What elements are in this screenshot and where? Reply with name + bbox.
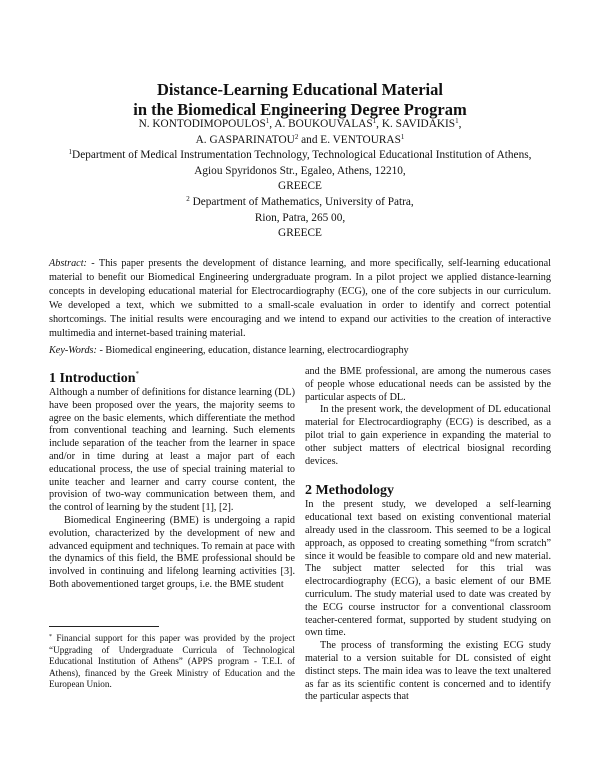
title-line-1: Distance-Learning Educational Material [157, 80, 443, 99]
abstract-text: - This paper presents the development of distance learning, and more specifically, self-learning educational material to benefit our Biomedical Engineering undergraduate program. In a pilot project we applied distance-learning concepts in developing educational material for Electrocardiography (ECG), one of the core subjects in our curriculum. We developed a text, which we submitted to a small-scale evaluation in order to identify and correct potential shortcomings. The initial results were encouraging and we intend to expand our activities to the creation of interactive multimedia and internet-based training material. [49, 258, 551, 339]
author-name: N. KONTODIMOPOULOS [138, 118, 266, 130]
paragraph: Although a number of definitions for distance learning (DL) have been proposed over the years, the majority seems to agree on the basic elements, which differentiate the method from conventional teaching and learning. Such elements include separation of the teacher from the learner in space and/or in time during at least a major part of each educational process, the use of special training material to unite teacher and learner and carry course content, the provision of two-way communication between them, and the control of learning by the student [1], [2]. [49, 387, 295, 514]
paper-title [0, 80, 600, 120]
affiliation-mark: 1 [455, 117, 459, 125]
author-line-2 [0, 133, 600, 149]
title-line-2: in the Biomedical Engineering Degree Program [133, 100, 467, 119]
affiliation-mark: 1 [265, 117, 270, 125]
affiliation-mark: 1 [400, 132, 405, 141]
author-block [0, 117, 600, 242]
affiliation-1 [0, 148, 600, 195]
affiliation-mark: 2 [186, 194, 190, 203]
footnote-text: Financial support for this paper was provided by the project “Upgrading of Undergraduate Curricula of Technological Educational Institution of Athens” (APPS program - T.E.I. of Athens), financed by the Greek Ministry of Education and the European Union. [49, 633, 295, 690]
paragraph: The process of transforming the existing ECG study material to a version suitable for DL consisted of eight distinct steps. The main idea was to leave the text unaltered as far as its scientific content is concerned and to identify the particular aspects that [305, 640, 551, 703]
section-heading-introduction [49, 366, 295, 387]
affiliation-country: GREECE [278, 180, 322, 193]
affiliation-line: Rion, Patra, 265 00, [254, 211, 346, 224]
section-heading-methodology: 2 Methodology [305, 483, 395, 499]
author-name: A. BOUKOUVALAS [274, 118, 373, 130]
paragraph: and the BME professional, are among the numerous cases of people whose educational needs can be assisted by the particular aspects of DL. [305, 366, 551, 403]
affiliation-mark: 1 [68, 148, 73, 157]
affiliation-mark: 1 [372, 117, 377, 125]
footnote [49, 632, 295, 691]
heading-text: 1 Introduction [49, 371, 136, 386]
author-name: K. SAVIDAKIS [381, 118, 456, 130]
affiliation-line: Department of Mathematics, University of Patra, [192, 195, 414, 208]
author-name: A. GASPARINATOU [195, 133, 295, 146]
affiliation-mark: 2 [294, 132, 299, 141]
paragraph: In the present study, we developed a self-learning educational text based on existing conventional material already used in the classroom. This seemed to be a logical approach, as opposed to creating something “from scratch” since it would be feasible to compare old and new material. The subject matter selected for this trial was electrocardiography (ECG), a basic element of our BME curriculum. The study material used to date was created by the ECG course instructor for a conventional classroom teacher-centered format, supported by student studying on own time. [305, 499, 551, 639]
author-line-1: N. KONTODIMOPOULOS$^1$, A. BOUKOUVALAS$^1$, K. SAVIDAKIS$^1$, [138, 117, 462, 130]
footnote-mark: * [135, 370, 139, 378]
affiliation-line: Agiou Spyridonos Str., Egaleo, Athens, 12210, [194, 164, 406, 177]
and-word: and [301, 133, 318, 146]
keywords [49, 344, 551, 358]
abstract-label: Abstract: [49, 258, 87, 269]
paragraph: Biomedical Engineering (BME) is undergoing a rapid evolution, characterized by the development of new and advanced equipment and techniques. To remain at pace with the dynamics of this field, the BME professional should be involved in continuing and lifelong learning activities [3]. Both abovementioned target groups, i.e. the BME student [49, 514, 295, 590]
keywords-label: Key-Words: [49, 345, 97, 356]
abstract [49, 257, 551, 341]
footnote-mark: * [49, 634, 52, 640]
affiliation-line: Department of Medical Instrumentation Technology, Technological Educational Institution of Athens, [72, 149, 532, 162]
keywords-text: - Biomedical engineering, education, distance learning, electrocardiography [96, 345, 409, 356]
affiliation-2 [0, 195, 600, 242]
footnote-divider [49, 626, 159, 627]
paragraph: In the present work, the development of DL educational material for Electrocardiography (ECG) is described, as a pilot trial to gain experience in expanding the material to other subject matters of electrical biosignal recording devices. [305, 404, 551, 467]
left-column [49, 366, 295, 592]
affiliation-country: GREECE [278, 227, 322, 240]
right-column [305, 366, 551, 704]
author-name: E. VENTOURAS [320, 133, 401, 146]
